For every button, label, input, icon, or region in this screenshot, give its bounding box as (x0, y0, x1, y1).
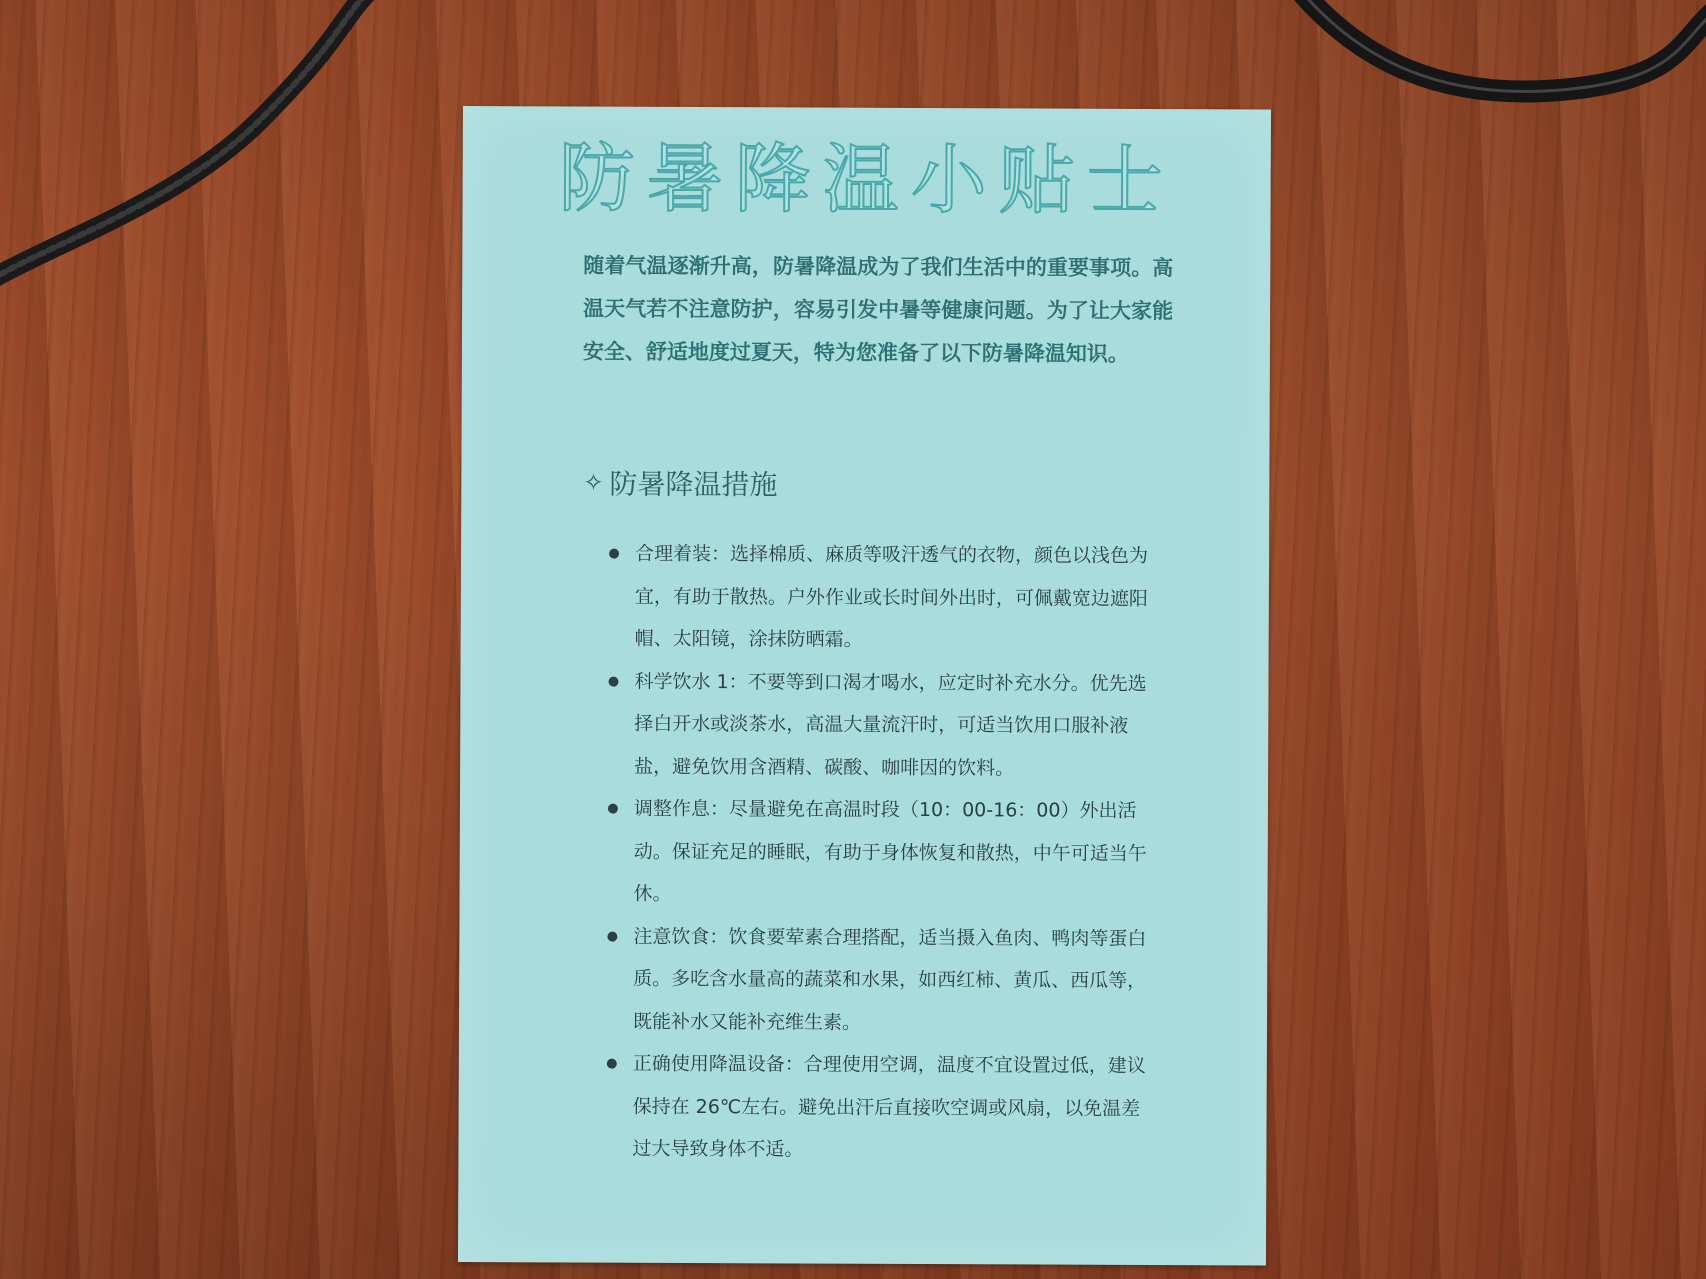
measure-text: 科学饮水 1：不要等到口渴才喝水，应定时补充水分。优先选择白开水或淡茶水，高温大量流汗时，可适当饮用口服补液盐，避免饮用含酒精、碳酸、咖啡因的饮料。 (634, 670, 1147, 779)
list-item (607, 915, 1148, 1045)
measures-list (606, 533, 1149, 1173)
list-item (609, 533, 1150, 663)
list-item (608, 660, 1149, 790)
tips-paper (458, 106, 1271, 1266)
list-item (606, 1043, 1147, 1173)
measure-text: 注意饮食：饮食要荤素合理搭配，适当摄入鱼肉、鸭肉等蛋白质。多吃含水量高的蔬菜和水果，如西红柿、黄瓜、西瓜等，既能补水又能补充维生素。 (632, 925, 1147, 1034)
measure-text: 调整作息：尽量避免在高温时段（10：00-16：00）外出活动。保证充足的睡眠，有助于身体恢复和散热，中午可适当午休。 (633, 797, 1147, 905)
intro-paragraph: 随着气温逐渐升高，防暑降温成为了我们生活中的重要事项。高温天气若不注意防护，容易引发中暑等健康问题。为了让大家能安全、舒适地度过夏天，特为您准备了以下防暑降温知识。 (582, 253, 1174, 366)
measure-text: 正确使用降温设备：合理使用空调，温度不宜设置过低，建议保持在 26℃左右。避免出汗后直接吹空调或风扇，以免温差过大导致身体不适。 (632, 1052, 1146, 1161)
bullet-dot-icon (607, 1059, 617, 1069)
list-item (607, 788, 1148, 918)
section-heading (583, 463, 777, 504)
bullet-dot-icon (607, 931, 617, 941)
four-pointed-star-icon: ✧ (583, 468, 604, 497)
bullet-dot-icon (608, 804, 618, 814)
bullet-dot-icon (609, 549, 619, 559)
section-heading-text: 防暑降温措施 (609, 467, 778, 502)
measure-text: 合理着装：选择棉质、麻质等吸汗透气的衣物，颜色以浅色为宜，有助于散热。户外作业或长时间外出时，可佩戴宽边遮阳帽、太阳镜，涂抹防晒霜。 (634, 542, 1149, 651)
bullet-dot-icon (608, 676, 618, 686)
document-title: 防暑降温小贴士 (558, 133, 1175, 226)
